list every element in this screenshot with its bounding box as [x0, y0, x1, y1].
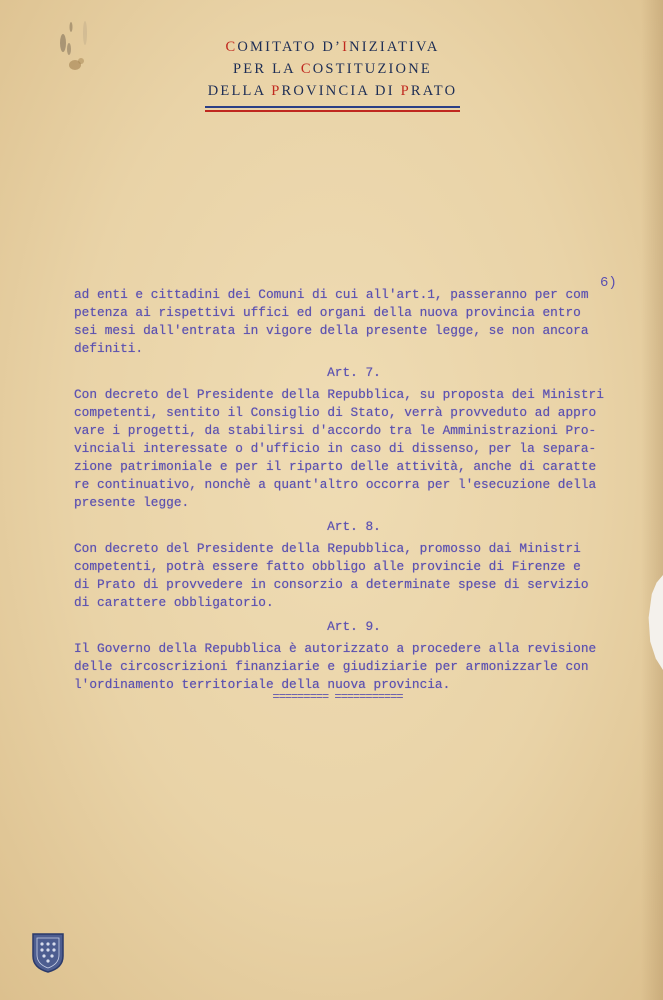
- page-edge-shadow: [641, 0, 663, 1000]
- archive-seal-icon: [30, 930, 66, 974]
- text-line: definiti.: [74, 341, 144, 356]
- letterhead-line-2: [150, 58, 515, 80]
- letterhead-rule-red: [205, 110, 460, 112]
- end-rule: ========= ===========: [272, 690, 403, 704]
- text-line: presente legge.: [74, 495, 190, 510]
- letterhead-text: DELLA: [207, 83, 272, 99]
- text-line: Con decreto del Presidente della Repubblica, su proposta dei Ministri: [74, 387, 604, 402]
- letterhead-initial: C: [300, 61, 313, 77]
- letterhead-initial: C: [225, 39, 238, 55]
- text-line: l'ordinamento territoriale della nuova provincia.: [74, 677, 451, 692]
- text-line: re continuativo, nonchè a quant'altro occorra per l'esecuzione della: [74, 477, 597, 492]
- page-number: 6): [600, 275, 617, 291]
- letterhead-text: OSTITUZIONE: [312, 61, 432, 77]
- text-line: di carattere obbligatorio.: [74, 595, 274, 610]
- paper-stain-icon: [55, 15, 95, 85]
- letterhead-text: ROVINCIA DI: [281, 83, 401, 99]
- art-7-text: [74, 386, 634, 512]
- letterhead-rule-blue: [205, 106, 460, 108]
- intro-paragraph: [74, 286, 634, 358]
- letterhead-text: OMITATO D’: [237, 39, 343, 55]
- art-9-text: [74, 640, 634, 694]
- letterhead-text: NIZIATIVA: [349, 39, 440, 55]
- letterhead-line-1: [150, 36, 515, 58]
- text-line: delle circoscrizioni finanziarie e giudiziarie per armonizzarle con: [74, 659, 589, 674]
- letterhead-initial: I: [342, 39, 350, 55]
- letterhead-text: RATO: [410, 83, 458, 99]
- letterhead-line-3: [150, 80, 515, 102]
- text-line: zione patrimoniale e per il riparto delle attività, anche di caratte: [74, 459, 597, 474]
- letterhead-text: PER LA: [233, 61, 301, 77]
- art-9-heading: Art. 9.: [327, 619, 381, 634]
- art-7-heading: Art. 7.: [327, 365, 381, 380]
- letterhead-initial: P: [400, 83, 411, 99]
- text-line: competenti, sentito il Consiglio di Stato, verrà provveduto ad appro: [74, 405, 597, 420]
- text-line: petenza ai rispettivi uffici ed organi della nuova provincia entro: [74, 305, 581, 320]
- letterhead-initial: P: [271, 83, 282, 99]
- text-line: di Prato di provvedere in consorzio a determinate spese di servizio: [74, 577, 589, 592]
- typed-text: [74, 286, 634, 694]
- letterhead: [150, 36, 515, 112]
- art-8-text: [74, 540, 634, 612]
- text-line: Con decreto del Presidente della Repubblica, promosso dai Ministri: [74, 541, 581, 556]
- text-line: vinciali interessate o d'ufficio in caso di dissenso, per la separa-: [74, 441, 597, 456]
- text-line: ad enti e cittadini dei Comuni di cui all'art.1, passeranno per com: [74, 287, 589, 302]
- text-line: Il Governo della Repubblica è autorizzato a procedere alla revisione: [74, 641, 597, 656]
- text-line: competenti, potrà essere fatto obbligo alle provincie di Firenze e: [74, 559, 581, 574]
- text-line: sei mesi dall'entrata in vigore della presente legge, se non ancora: [74, 323, 589, 338]
- art-8-heading: Art. 8.: [327, 519, 381, 534]
- text-line: vare i progetti, da stabilirsi d'accordo tra le Amministrazioni Pro-: [74, 423, 597, 438]
